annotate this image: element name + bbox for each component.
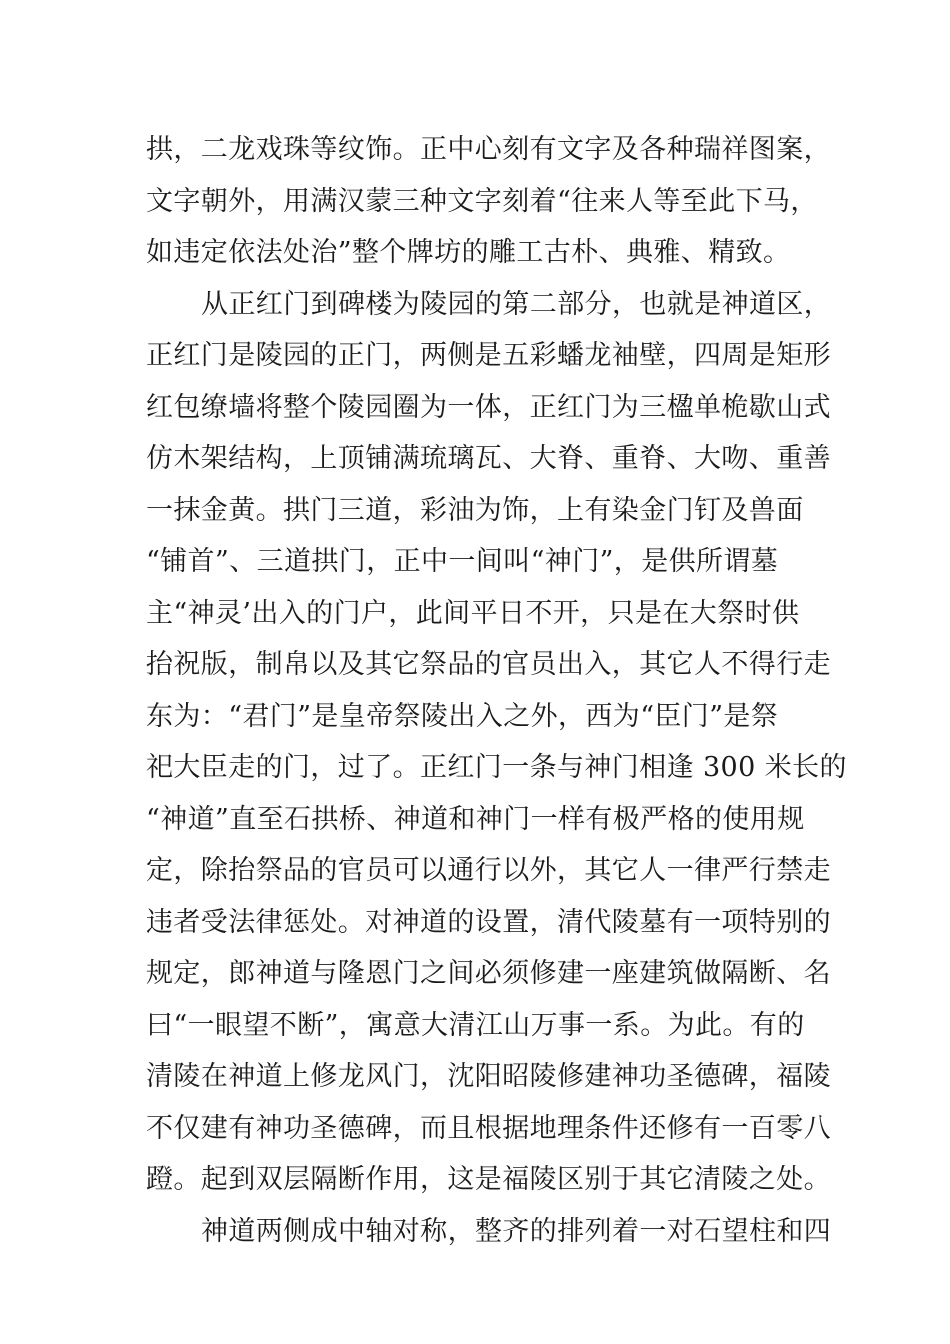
text-line: 定，除抬祭品的官员可以通行以外，其它人一律严行禁走: [146, 855, 831, 886]
text-line: 东为：“君门”是皇帝祭陵出入之外，西为“臣门”是祭: [146, 700, 779, 732]
text-line: 祀大臣走的门，过了。正红门一条与神门相逢 300 米长的: [146, 752, 847, 783]
text-line: “神道”直至石拱桥、神道和神门一样有极严格的使用规: [146, 803, 805, 835]
text-line: 曰“一眼望不断”，寓意大清江山万事一系。为此。有的: [146, 1009, 805, 1041]
paragraph-first-line: 从正红门到碑楼为陵园的第二部分，也就是神道区，: [201, 288, 832, 320]
text-line: “铺首”、三道拱门，正中一间叫“神门”，是供所谓墓: [146, 546, 779, 577]
text-line: 不仅建有神功圣德碑，而且根据地理条件还修有一百零八: [146, 1112, 831, 1144]
text-line: 拱，二龙戏珠等纹饰。正中心刻有文字及各种瑞祥图案，: [146, 134, 831, 165]
text-line: 蹬。起到双层隔断作用，这是福陵区别于其它清陵之处。: [146, 1164, 831, 1195]
paragraph-first-line: 神道两侧成中轴对称，整齐的排列着一对石望柱和四: [201, 1215, 832, 1247]
text-line: 主“神灵’出入的门户，此间平日不开，只是在大祭时供: [146, 597, 800, 629]
text-line: 一抹金黄。拱门三道，彩油为饰，上有染金门钉及兽面: [146, 494, 804, 526]
text-line: 抬祝版，制帛以及其它祭品的官员出入，其它人不得行走: [146, 649, 831, 680]
text-line: 违者受法律惩处。对神道的设置，清代陵墓有一项特别的: [146, 906, 831, 938]
text-line: 仿木架结构，上顶铺满琉璃瓦、大脊、重脊、大吻、重善: [146, 443, 831, 474]
text-line: 正红门是陵园的正门，两侧是五彩蟠龙袖壁，四周是矩形: [146, 340, 831, 371]
text-line: 规定，郎神道与隆恩门之间必须修建一座建筑做隔断、名: [146, 958, 831, 989]
text-line: 如违定依法处治”整个牌坊的雕工古朴、典雅、精致。: [146, 237, 791, 268]
text-line: 红包缭墙将整个陵园圈为一体，正红门为三楹单桅歇山式: [146, 391, 831, 423]
text-line: 清陵在神道上修龙风门，沈阳昭陵修建神功圣德碑，福陵: [146, 1061, 831, 1092]
body-text: [146, 124, 847, 1257]
text-line: 文字朝外，用满汉蒙三种文字刻着“往来人等至此下马，: [146, 185, 818, 217]
